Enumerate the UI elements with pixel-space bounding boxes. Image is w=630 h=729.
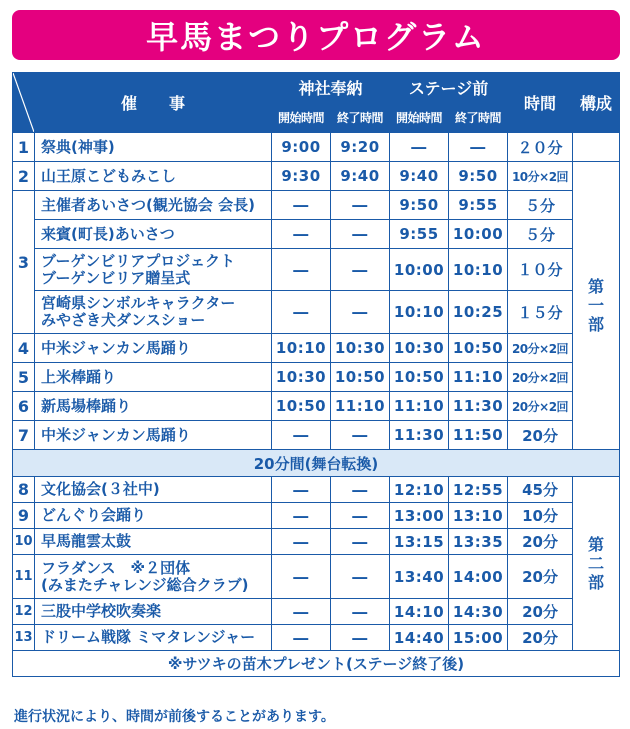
row-number: 6 xyxy=(13,392,35,421)
table-row xyxy=(13,249,620,291)
row-number: 9 xyxy=(13,503,35,529)
event-name xyxy=(35,249,272,291)
duration: 20分×2回 xyxy=(508,363,573,392)
shrine-end: ― xyxy=(331,529,390,555)
shrine-end: ― xyxy=(331,291,390,334)
interval-label: 20分間(舞台転換) xyxy=(13,450,620,477)
table-row xyxy=(13,392,620,421)
event-name: 祭典(神事) xyxy=(35,133,272,162)
stage-start: 11:30 xyxy=(390,421,449,450)
event-name: 中米ジャンカン馬踊り xyxy=(35,334,272,363)
event-name: 中米ジャンカン馬踊り xyxy=(35,421,272,450)
row-number: 5 xyxy=(13,363,35,392)
shrine-start: 9:30 xyxy=(272,162,331,191)
duration: 20分×2回 xyxy=(508,392,573,421)
stage-end: 13:35 xyxy=(449,529,508,555)
footnote-text: ※サツキの苗木プレゼント(ステージ終了後) xyxy=(13,651,620,677)
row-number: 8 xyxy=(13,477,35,503)
event-name-line2: ブーゲンビリア贈呈式 xyxy=(41,268,191,287)
table-row xyxy=(13,421,620,450)
event-name: 早馬龍雲太鼓 xyxy=(35,529,272,555)
schedule-notice: 進行状況により、時間が前後することがあります。 xyxy=(14,709,335,725)
shrine-start: 9:00 xyxy=(272,133,331,162)
header-stage-end: 終了時間 xyxy=(449,103,508,133)
event-name: 山王原こどもみこし xyxy=(35,162,272,191)
structure-empty xyxy=(573,133,620,162)
event-name-line2: みやざき犬ダンスショー xyxy=(41,311,206,329)
table-row xyxy=(13,334,620,363)
stage-end: 14:30 xyxy=(449,599,508,625)
stage-end: 15:00 xyxy=(449,625,508,651)
row-number: 11 xyxy=(13,555,35,599)
title-banner xyxy=(12,10,620,60)
shrine-start: ― xyxy=(272,191,331,220)
table-row xyxy=(13,599,620,625)
header-event: 催 事 xyxy=(35,73,272,133)
shrine-start: ― xyxy=(272,421,331,450)
stage-start: 10:10 xyxy=(390,291,449,334)
row-number: 3 xyxy=(13,191,35,334)
row-number: 13 xyxy=(13,625,35,651)
stage-start: 10:00 xyxy=(390,249,449,291)
shrine-end: ― xyxy=(331,220,390,249)
header-shrine-start: 開始時間 xyxy=(272,103,331,133)
shrine-start: 10:50 xyxy=(272,392,331,421)
table-row xyxy=(13,291,620,334)
duration: １５分 xyxy=(508,291,573,334)
stage-end: 10:10 xyxy=(449,249,508,291)
shrine-start: ― xyxy=(272,249,331,291)
row-number: 7 xyxy=(13,421,35,450)
event-name: どんぐり会踊り xyxy=(35,503,272,529)
shrine-end: 9:20 xyxy=(331,133,390,162)
table-row xyxy=(13,191,620,220)
shrine-start: 10:10 xyxy=(272,334,331,363)
table-row xyxy=(13,529,620,555)
header-stage: ステージ前 xyxy=(390,73,508,103)
program-table xyxy=(12,72,620,677)
corner-cell xyxy=(13,73,35,133)
footnote-row xyxy=(13,651,620,677)
part-one-label: 第 一 部 xyxy=(573,162,620,450)
shrine-end: ― xyxy=(331,503,390,529)
event-name: 上米棒踊り xyxy=(35,363,272,392)
shrine-end: ― xyxy=(331,625,390,651)
row-number: 1 xyxy=(13,133,35,162)
stage-end: 9:55 xyxy=(449,191,508,220)
table-row xyxy=(13,625,620,651)
stage-end: 9:50 xyxy=(449,162,508,191)
duration: 10分 xyxy=(508,503,573,529)
shrine-end: ― xyxy=(331,249,390,291)
shrine-end: 10:30 xyxy=(331,334,390,363)
stage-start: 11:10 xyxy=(390,392,449,421)
table-row xyxy=(13,363,620,392)
shrine-start: ― xyxy=(272,503,331,529)
duration: 20分 xyxy=(508,529,573,555)
event-name: 来賓(町長)あいさつ xyxy=(35,220,272,249)
stage-start: 12:10 xyxy=(390,477,449,503)
shrine-end: 9:40 xyxy=(331,162,390,191)
event-name: 三股中学校吹奏楽 xyxy=(35,599,272,625)
stage-start: 9:40 xyxy=(390,162,449,191)
event-name: 文化協会(３社中) xyxy=(35,477,272,503)
duration: 10分×2回 xyxy=(508,162,573,191)
shrine-end: ― xyxy=(331,555,390,599)
table-row xyxy=(13,220,620,249)
event-name-line1: 宮崎県シンボルキャラクター xyxy=(41,294,236,312)
row-number: 10 xyxy=(13,529,35,555)
duration: 20分 xyxy=(508,625,573,651)
duration: ５分 xyxy=(508,191,573,220)
event-name: ドリーム戦隊 ミマタレンジャー xyxy=(35,625,272,651)
row-number: 4 xyxy=(13,334,35,363)
header-duration: 時間 xyxy=(508,73,573,133)
stage-start: 10:50 xyxy=(390,363,449,392)
stage-end: 10:25 xyxy=(449,291,508,334)
duration: 45分 xyxy=(508,477,573,503)
shrine-start: ― xyxy=(272,477,331,503)
stage-end: 14:00 xyxy=(449,555,508,599)
shrine-end: ― xyxy=(331,191,390,220)
stage-end: 11:30 xyxy=(449,392,508,421)
table-row xyxy=(13,555,620,599)
table-row xyxy=(13,477,620,503)
stage-start: 14:10 xyxy=(390,599,449,625)
stage-end: 11:50 xyxy=(449,421,508,450)
event-name-line2: (みまたチャレンジ総合クラブ) xyxy=(41,575,249,594)
stage-end: 11:10 xyxy=(449,363,508,392)
part-two-label: 第 二 部 xyxy=(573,477,620,651)
shrine-start: ― xyxy=(272,625,331,651)
shrine-start: ― xyxy=(272,291,331,334)
duration: 20分 xyxy=(508,599,573,625)
duration: 20分 xyxy=(508,421,573,450)
stage-end: 12:55 xyxy=(449,477,508,503)
stage-start: 13:15 xyxy=(390,529,449,555)
shrine-start: ― xyxy=(272,220,331,249)
table-row xyxy=(13,503,620,529)
stage-start: 13:00 xyxy=(390,503,449,529)
shrine-start: ― xyxy=(272,599,331,625)
corner-diagonal xyxy=(13,73,34,132)
event-name: 主催者あいさつ(観光協会 会長) xyxy=(35,191,272,220)
shrine-start: 10:30 xyxy=(272,363,331,392)
duration: ２０分 xyxy=(508,133,573,162)
duration: 20分 xyxy=(508,555,573,599)
shrine-end: ― xyxy=(331,477,390,503)
header-shrine-end: 終了時間 xyxy=(331,103,390,133)
event-name-line1: ブーゲンビリアプロジェクト xyxy=(41,251,235,270)
stage-end: 10:00 xyxy=(449,220,508,249)
shrine-start: ― xyxy=(272,555,331,599)
stage-end: ― xyxy=(449,133,508,162)
shrine-end: ― xyxy=(331,599,390,625)
stage-end: 13:10 xyxy=(449,503,508,529)
event-name xyxy=(35,291,272,334)
stage-start: 9:50 xyxy=(390,191,449,220)
stage-start: 10:30 xyxy=(390,334,449,363)
stage-start: ― xyxy=(390,133,449,162)
shrine-end: ― xyxy=(331,421,390,450)
header-structure: 構成 xyxy=(573,73,620,133)
header-stage-start: 開始時間 xyxy=(390,103,449,133)
shrine-start: ― xyxy=(272,529,331,555)
stage-start: 13:40 xyxy=(390,555,449,599)
event-name: 新馬場棒踊り xyxy=(35,392,272,421)
duration: ５分 xyxy=(508,220,573,249)
stage-start: 9:55 xyxy=(390,220,449,249)
interval-row xyxy=(13,450,620,477)
shrine-end: 10:50 xyxy=(331,363,390,392)
table-row xyxy=(13,162,620,191)
page-title: 早馬まつりプログラム xyxy=(146,18,486,56)
table-row xyxy=(13,133,620,162)
duration: 20分×2回 xyxy=(508,334,573,363)
event-name-line1: フラダンス ※２団体 xyxy=(41,558,191,577)
stage-end: 10:50 xyxy=(449,334,508,363)
event-name xyxy=(35,555,272,599)
header-shrine: 神社奉納 xyxy=(272,73,390,103)
row-number: 12 xyxy=(13,599,35,625)
shrine-end: 11:10 xyxy=(331,392,390,421)
row-number: 2 xyxy=(13,162,35,191)
duration: １０分 xyxy=(508,249,573,291)
stage-start: 14:40 xyxy=(390,625,449,651)
